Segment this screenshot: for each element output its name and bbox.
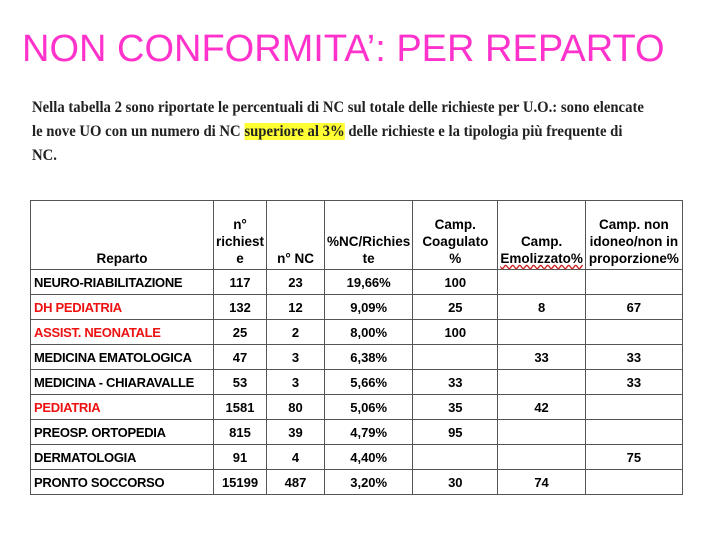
cell-richieste: 15199 <box>214 470 267 495</box>
cell-reparto: DH PEDIATRIA <box>31 295 214 320</box>
cell-reparto: DERMATOLOGIA <box>31 445 214 470</box>
cell-nc: 23 <box>267 270 325 295</box>
cell-emolizzato: 33 <box>498 345 586 370</box>
cell-emolizzato: 8 <box>498 295 586 320</box>
cell-richieste: 1581 <box>214 395 267 420</box>
nc-table <box>30 200 683 495</box>
cell-richieste: 47 <box>214 345 267 370</box>
cell-coagulato: 25 <box>413 295 498 320</box>
cell-nc: 3 <box>267 345 325 370</box>
intro-highlight: superiore al 3% <box>244 123 345 140</box>
cell-richieste: 53 <box>214 370 267 395</box>
cell-non-idoneo: 33 <box>585 345 682 370</box>
header-line: n° NC <box>277 251 314 266</box>
col-header-pct <box>325 201 413 270</box>
table-row <box>31 295 683 320</box>
table-row <box>31 345 683 370</box>
cell-coagulato <box>413 445 498 470</box>
table-row <box>31 370 683 395</box>
header-line: Coagulato <box>422 234 489 249</box>
cell-coagulato: 100 <box>413 320 498 345</box>
cell-pct: 5,06% <box>325 395 413 420</box>
table-row <box>31 420 683 445</box>
cell-reparto: PRONTO SOCCORSO <box>31 470 214 495</box>
col-header-coagulato <box>413 201 498 270</box>
cell-non-idoneo <box>585 470 682 495</box>
cell-nc: 2 <box>267 320 325 345</box>
intro-paragraph <box>32 96 648 168</box>
cell-richieste: 815 <box>214 420 267 445</box>
col-header-richieste <box>214 201 267 270</box>
cell-pct: 8,00% <box>325 320 413 345</box>
cell-pct: 5,66% <box>325 370 413 395</box>
table-row <box>31 445 683 470</box>
cell-pct: 19,66% <box>325 270 413 295</box>
header-line: Camp. <box>434 217 476 232</box>
table-row <box>31 270 683 295</box>
header-line: te <box>362 251 375 266</box>
cell-reparto: ASSIST. NEONATALE <box>31 320 214 345</box>
cell-coagulato <box>413 345 498 370</box>
header-line: e <box>236 251 244 266</box>
header-line: idoneo/non in <box>589 234 679 249</box>
cell-reparto: PEDIATRIA <box>31 395 214 420</box>
cell-non-idoneo: 33 <box>585 370 682 395</box>
cell-coagulato: 100 <box>413 270 498 295</box>
cell-reparto: MEDICINA - CHIARAVALLE <box>31 370 214 395</box>
header-line: Emolizzato% <box>500 251 583 266</box>
cell-emolizzato <box>498 320 586 345</box>
cell-reparto: MEDICINA EMATOLOGICA <box>31 345 214 370</box>
cell-emolizzato: 42 <box>498 395 586 420</box>
cell-richieste: 132 <box>214 295 267 320</box>
cell-emolizzato <box>498 370 586 395</box>
cell-nc: 4 <box>267 445 325 470</box>
col-header-non-idoneo <box>585 201 682 270</box>
cell-nc: 39 <box>267 420 325 445</box>
col-header-reparto <box>31 201 214 270</box>
cell-pct: 4,40% <box>325 445 413 470</box>
cell-coagulato: 35 <box>413 395 498 420</box>
cell-emolizzato: 74 <box>498 470 586 495</box>
table-header-row <box>31 201 683 270</box>
cell-coagulato: 33 <box>413 370 498 395</box>
intro-text-2: delle richieste e la tipologia più frequente di NC. <box>32 123 623 164</box>
table-body <box>31 270 683 495</box>
header-line: %NC/Richies <box>327 234 411 249</box>
cell-coagulato: 30 <box>413 470 498 495</box>
cell-reparto: NEURO-RIABILITAZIONE <box>31 270 214 295</box>
header-line: proporzione% <box>588 251 679 266</box>
col-header-emolizzato <box>498 201 586 270</box>
table-row <box>31 320 683 345</box>
table-row <box>31 470 683 495</box>
cell-nc: 487 <box>267 470 325 495</box>
cell-pct: 6,38% <box>325 345 413 370</box>
page-title: NON CONFORMITA’: PER REPARTO <box>22 28 665 70</box>
table-row <box>31 395 683 420</box>
cell-richieste: 117 <box>214 270 267 295</box>
cell-pct: 4,79% <box>325 420 413 445</box>
col-header-nc <box>267 201 325 270</box>
cell-richieste: 25 <box>214 320 267 345</box>
cell-nc: 3 <box>267 370 325 395</box>
cell-pct: 9,09% <box>325 295 413 320</box>
cell-pct: 3,20% <box>325 470 413 495</box>
header-line: % <box>449 251 462 266</box>
cell-non-idoneo <box>585 270 682 295</box>
header-line: Camp. <box>520 234 563 249</box>
cell-reparto: PREOSP. ORTOPEDIA <box>31 420 214 445</box>
cell-non-idoneo <box>585 320 682 345</box>
header-line: Camp. non <box>598 217 669 232</box>
cell-non-idoneo <box>585 420 682 445</box>
intro-text-1: Nella tabella 2 sono riportate le percentuali di NC sul totale delle richieste per U.O.: sono elencate le nove UO con un numero di NC <box>32 99 644 140</box>
header-line: richiest <box>216 234 265 249</box>
cell-emolizzato <box>498 420 586 445</box>
header-line: Reparto <box>96 251 148 266</box>
cell-coagulato: 95 <box>413 420 498 445</box>
cell-non-idoneo <box>585 395 682 420</box>
cell-nc: 80 <box>267 395 325 420</box>
cell-non-idoneo: 75 <box>585 445 682 470</box>
cell-nc: 12 <box>267 295 325 320</box>
cell-richieste: 91 <box>214 445 267 470</box>
cell-non-idoneo: 67 <box>585 295 682 320</box>
header-line: n° <box>233 217 247 232</box>
cell-emolizzato <box>498 445 586 470</box>
cell-emolizzato <box>498 270 586 295</box>
